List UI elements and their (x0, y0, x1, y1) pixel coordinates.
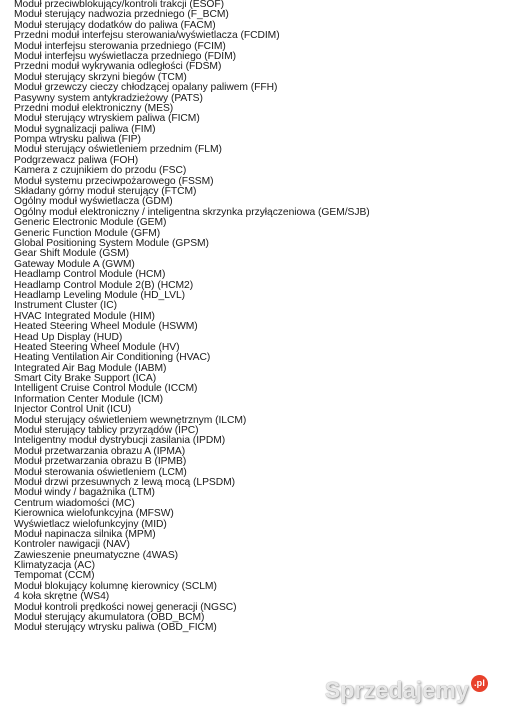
module-list-item: Moduł interfejsu wyświetlacza przedniego (FDIM) (14, 50, 236, 62)
module-list-item: Moduł sygnalizacji paliwa (FIM) (14, 123, 156, 135)
module-list-item: Gear Shift Module (GSM) (14, 248, 130, 260)
module-list-item: Smart City Brake Support (ICA) (14, 373, 157, 385)
module-list-item: Moduł grzewczy cieczy chłodzącej opalany paliwem (FFH) (14, 82, 278, 94)
module-list-item: Moduł sterujący oświetleniem wewnętrznym (ILCM) (14, 414, 247, 426)
module-list-item: Moduł sterujący skrzyni biegów (TCM) (14, 71, 187, 83)
module-list-item: Head Up Display (HUD) (14, 331, 123, 343)
module-list-item: Moduł sterujący dodatków do paliwa (FACM) (14, 19, 216, 31)
watermark-text: Sprzedajemy (324, 677, 469, 703)
module-list-item: Moduł sterujący akumulatora (OBD_BCM) (14, 612, 205, 624)
module-list-item: Moduł napinacza silnika (MPM) (14, 528, 156, 540)
module-list-item: Moduł sterujący oświetleniem przednim (FLM) (14, 144, 222, 156)
module-list-item: Moduł systemu przeciwpożarowego (FSSM) (14, 175, 214, 187)
module-list-item: Kontroler nawigacji (NAV) (14, 539, 130, 551)
module-list (14, 0, 370, 634)
module-list-item: Heating Ventilation Air Conditioning (HVAC) (14, 352, 211, 364)
module-list-item: Moduł sterujący wtryskiem paliwa (FICM) (14, 113, 200, 125)
module-list-item: Generic Electronic Module (GEM) (14, 217, 167, 229)
module-list-item: Integrated Air Bag Module (IABM) (14, 362, 167, 374)
module-list-item: Heated Steering Wheel Module (HV) (14, 341, 180, 353)
module-list-item: Klimatyzacja (AC) (14, 560, 95, 572)
module-list-item: Injector Control Unit (ICU) (14, 404, 132, 416)
module-list-item: Moduł przetwarzania obrazu B (IPMB) (14, 456, 187, 468)
module-list-item: Moduł windy / bagażnika (LTM) (14, 487, 155, 499)
watermark-logo (325, 677, 488, 704)
module-list-item: Centrum wiadomości (MC) (14, 497, 135, 509)
module-list-item: Moduł sterujący tablicy przyrządów (IPC) (14, 425, 199, 437)
module-list-item: Gateway Module A (GWM) (14, 258, 135, 270)
module-list-item: Headlamp Control Module (HCM) (14, 269, 166, 281)
module-list-item: Wyświetlacz wielofunkcyjny (MID) (14, 518, 167, 530)
module-list-item: Kamera z czujnikiem do przodu (FSC) (14, 165, 187, 177)
module-list-item: Information Center Module (ICM) (14, 393, 163, 405)
module-list-item: HVAC Integrated Module (HIM) (14, 310, 155, 322)
module-list-item: Moduł blokujący kolumnę kierownicy (SCLM) (14, 580, 217, 592)
module-list-item: Moduł przetwarzania obrazu A (IPMA) (14, 445, 186, 457)
module-list-item: Inteligentny moduł dystrybucji zasilania (IPDM) (14, 435, 226, 447)
module-list-item: Tempomat (CCM) (14, 570, 95, 582)
module-list-item: Moduł sterujący wtrysku paliwa (OBD_FICM) (14, 622, 217, 634)
watermark-badge: .pl (471, 675, 488, 692)
module-list-item: Global Positioning System Module (GPSM) (14, 237, 209, 249)
module-list-item: Headlamp Control Module 2(B) (HCM2) (14, 279, 194, 291)
module-list-item: Pasywny system antykradzieżowy (PATS) (14, 92, 203, 104)
module-list-item: Kierownica wielofunkcyjna (MFSW) (14, 508, 174, 520)
module-list-item: Ogólny moduł wyświetlacza (GDM) (14, 196, 173, 208)
module-list-item: Przedni moduł interfejsu sterowania/wyświetlacza (FCDIM) (14, 30, 280, 42)
module-list-item: Generic Function Module (GFM) (14, 227, 161, 239)
module-list-item: Instrument Cluster (IC) (14, 300, 117, 312)
module-list-item: Ogólny moduł elektroniczny / inteligentna skrzynka przyłączeniowa (GEM/SJB) (14, 206, 370, 218)
module-list-item: Moduł interfejsu sterowania przedniego (FCIM) (14, 40, 226, 52)
module-list-item: Podgrzewacz paliwa (FOH) (14, 154, 139, 166)
module-list-item: 4 koła skrętne (WS4) (14, 591, 110, 603)
module-list-item: Pompa wtrysku paliwa (FIP) (14, 134, 141, 146)
module-list-item: Heated Steering Wheel Module (HSWM) (14, 321, 198, 333)
module-list-item: Zawieszenie pneumatyczne (4WAS) (14, 549, 179, 561)
module-list-item: Przedni moduł wykrywania odległości (FDSM) (14, 61, 222, 73)
module-list-item: Headlamp Leveling Module (HD_LVL) (14, 289, 186, 301)
module-list-item: Moduł drzwi przesuwnych z lewą mocą (LPSDM) (14, 476, 236, 488)
module-list-item: Moduł sterowania oświetleniem (LCM) (14, 466, 187, 478)
module-list-item: Intelligent Cruise Control Module (ICCM) (14, 383, 198, 395)
module-list-item: Moduł kontroli prędkości nowej generacji (NGSC) (14, 601, 237, 613)
module-list-item: Moduł przeciwblokujący/kontroli trakcji (ESOF) (14, 0, 224, 10)
module-list-item: Składany górny moduł sterujący (FTCM) (14, 186, 197, 198)
module-list-item: Moduł sterujący nadwozia przedniego (F_BCM) (14, 9, 229, 21)
module-list-item: Przedni moduł elektroniczny (MES) (14, 102, 174, 114)
